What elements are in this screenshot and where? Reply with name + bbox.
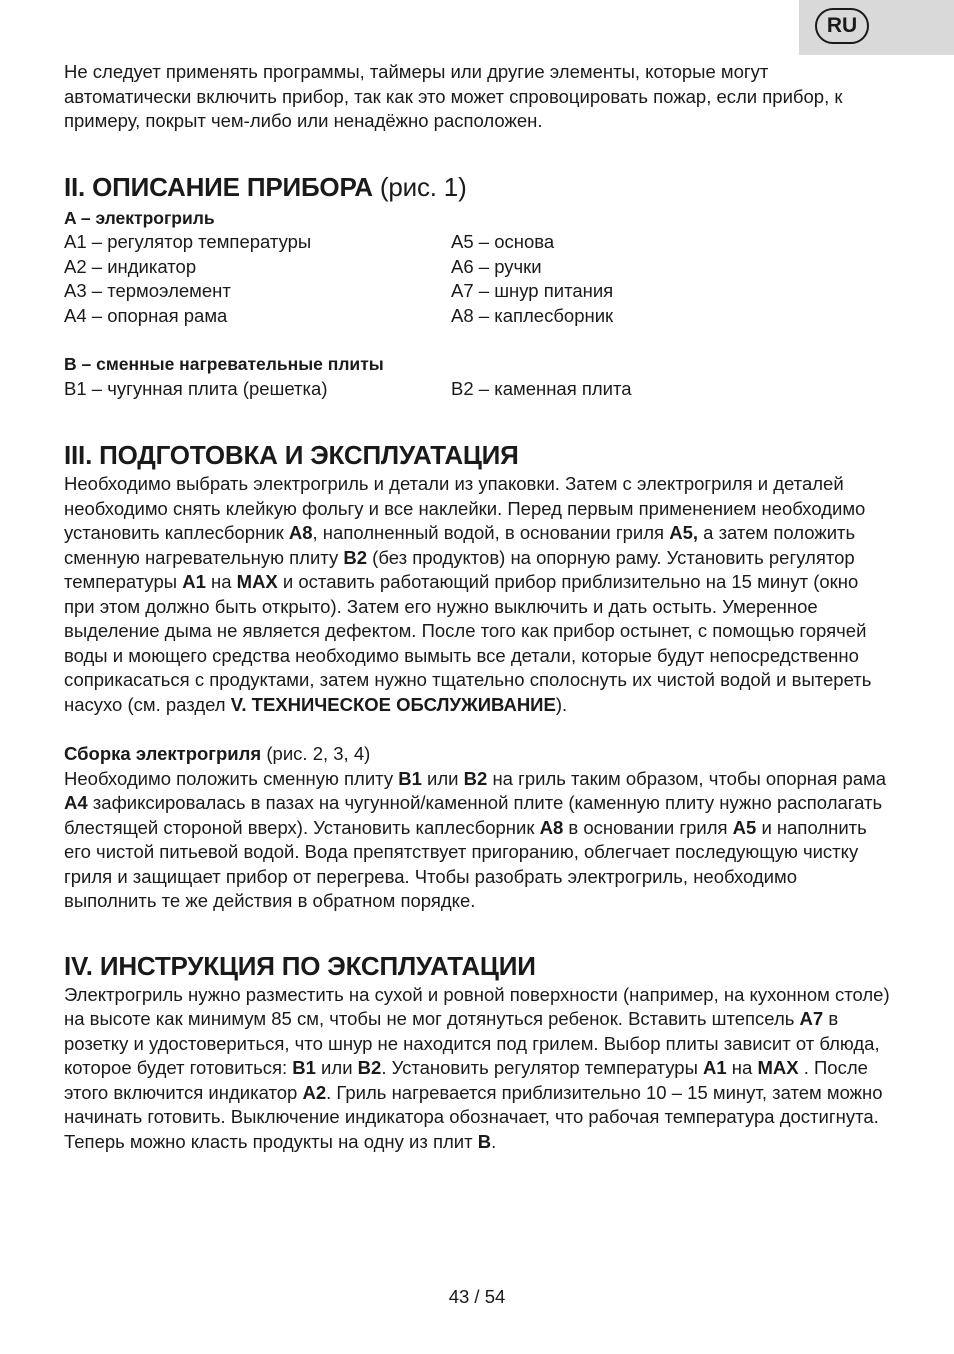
intro-paragraph: Не следует применять программы, таймеры или другие элементы, которые могут автоматически включить прибор, так как это может спровоцировать пожар, если прибор, к примеру, покрыт чем-либо или ненадёжно расположен. xyxy=(64,61,843,131)
section-3-paragraph-1: Необходимо выбрать электрогриль и детали из упаковки. Затем с электрогриля и деталей необходимо снять клейкую фольгу и все наклейки. Перед первым применением необходимо установить каплесборник A8, наполненный водой, в основании гриля A5, а затем положить сменную нагревательную плиту B2 (без продуктов) на опорную раму. Установить регулятор температуры A1 на MAX и оставить работающий прибор приблизительно на 15 минут (окно при этом должно быть открыто). Затем его нужно выключить и дать остыть. Умеренное выделение дыма не является дефектом. После того как прибор остынет, с помощью горячей воды и моющего средства необходимо вымыть все детали, которые будут непосредственно соприкасаться с продуктами, затем нужно тщательно сполоснуть их чистой водой и вытереть насухо (см. раздел V. ТЕХНИЧЕСКОЕ ОБСЛУЖИВАНИЕ). xyxy=(64,473,872,715)
assembly-heading: Сборка электрогриля (рис. 2, 3, 4) xyxy=(64,743,371,764)
section-3-title: III. ПОДГОТОВКА И ЭКСПЛУАТАЦИЯ xyxy=(64,440,519,470)
section-4-paragraph-1: Электрогриль нужно разместить на сухой и ровной поверхности (например, на кухонном столе) на высоте как минимум 85 см, чтобы не мог дотянуться ребенок. Вставить штепсель A7 в розетку и удостовериться, что шнур не находится под грилем. Выбор плиты зависит от блюда, которое будет готовиться: B1 или B2. Установить регулятор температуры A1 на MAX . После этого включится индикатор A2. Гриль нагревается приблизительно 10 – 15 минут, затем можно начинать готовить. Выключение индикатора обозначает, что рабочая температура достигнута. Теперь можно класть продукты на одну из плит B. xyxy=(64,983,890,1152)
page-number: 43 / 54 xyxy=(448,1286,506,1307)
list-item xyxy=(64,377,894,402)
section-2-title-text: II. ОПИСАНИЕ ПРИБОРА xyxy=(64,171,373,202)
list-item xyxy=(64,304,894,329)
item-a3: A3 – термоэлемент xyxy=(64,280,231,301)
item-b1: B1 – чугунная плита (решетка) xyxy=(64,377,328,399)
item-a6: A6 – ручки xyxy=(451,255,542,277)
item-a4: A4 – опорная рама xyxy=(64,304,228,326)
item-a7: A7 – шнур питания xyxy=(451,280,614,301)
item-a5: A5 – основа xyxy=(451,231,555,252)
language-tab xyxy=(799,0,954,55)
section-2-title xyxy=(64,171,894,203)
item-a2: A2 – индикатор xyxy=(64,255,197,277)
list-item xyxy=(64,230,894,255)
group-a-list xyxy=(64,230,894,328)
group-a-heading: A – электрогриль xyxy=(64,207,215,228)
section-3-paragraph-2: Необходимо положить сменную плиту B1 или B2 на гриль таким образом, чтобы опорная рама A4 зафиксировалась в пазах на чугунной/каменной плите (каменную плиту нужно располагать блестящей стороной вверх). Установить каплесборник A8 в основании гриля A5 и наполнить его чистой питьевой водой. Вода препятствует пригоранию, облегчает последующую чистку гриля и защищает прибор от перегрева. Чтобы разобрать электрогриль, необходимо выполнить те же действия в обратном порядке. xyxy=(64,767,887,911)
list-item xyxy=(64,279,894,304)
item-a1: A1 – регулятор температуры xyxy=(64,231,312,252)
page-content xyxy=(64,60,894,1154)
section-4-title: IV. ИНСТРУКЦИЯ ПО ЭКСПЛУАТАЦИИ xyxy=(64,950,536,981)
language-badge: RU xyxy=(815,8,869,44)
item-b2: B2 – каменная плита xyxy=(451,377,632,399)
group-b-heading: B – сменные нагревательные плиты xyxy=(64,354,384,374)
item-a8: A8 – каплесборник xyxy=(451,304,614,326)
section-2-figure-ref: (рис. 1) xyxy=(379,171,467,202)
list-item xyxy=(64,255,894,280)
